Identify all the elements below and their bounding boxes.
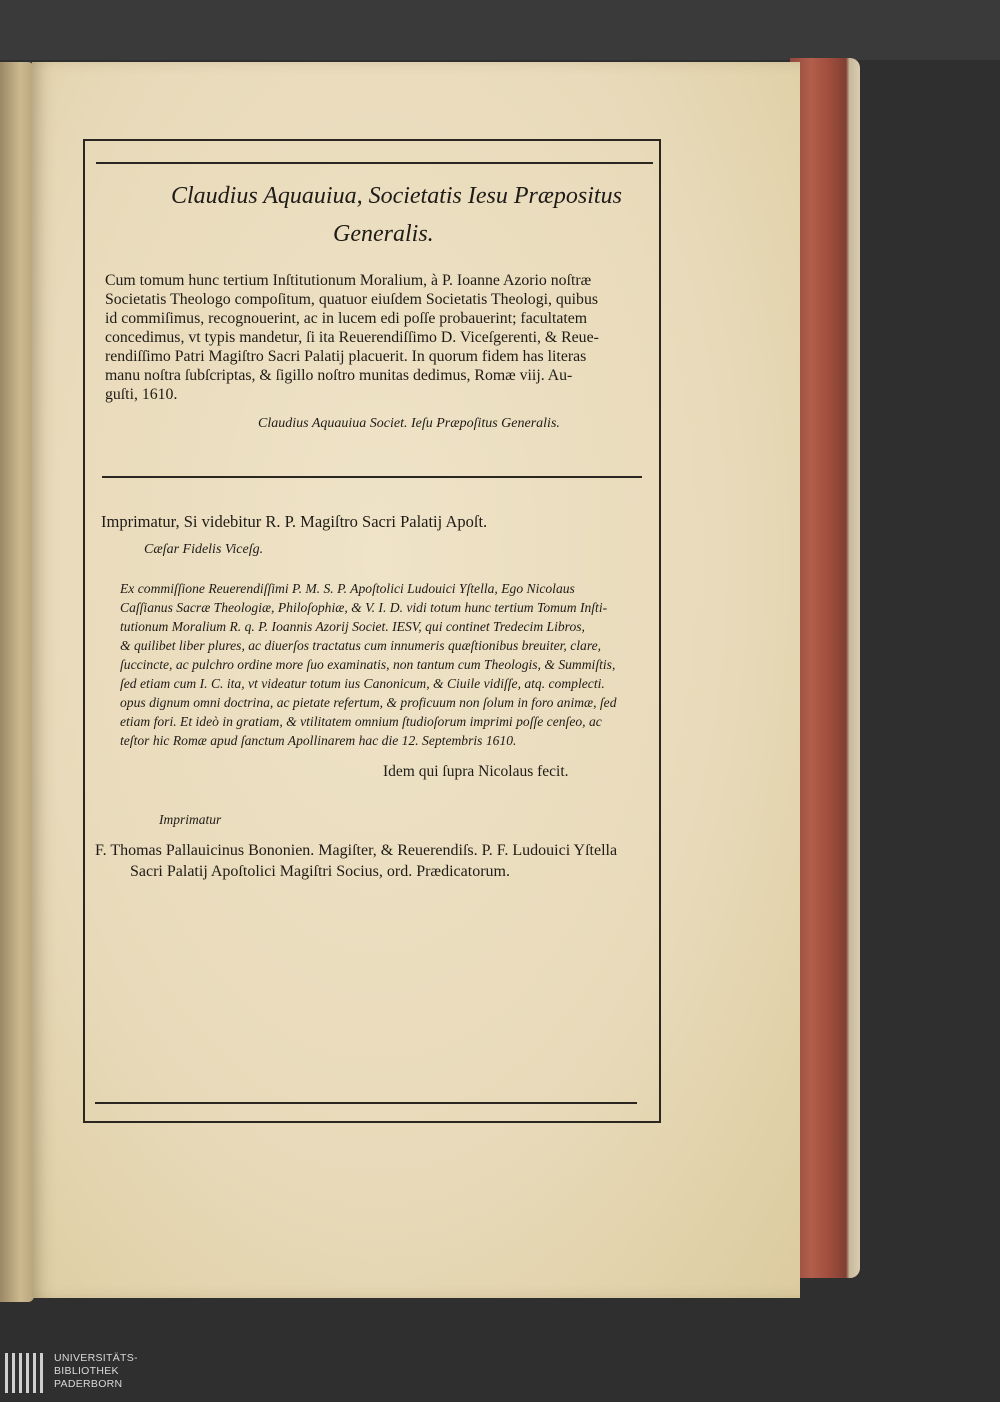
library-logo: [0, 1348, 200, 1398]
letter-body-line: manu noſtra ſubſcriptas, & ſigillo noſtro munitas dedimus, Romæ viij. Au-: [105, 367, 573, 384]
second-imprimatur: Imprimatur: [159, 812, 222, 827]
library-logo-text: [54, 1352, 138, 1391]
caesar-signature: Cæſar Fidelis Viceſg.: [144, 542, 264, 557]
thomas-line-1: F. Thomas Pallauicinus Bononien. Magiſter, & Reuerendiſs. P. F. Ludouici Yſtella: [95, 842, 618, 859]
bottom-rule: [95, 1102, 637, 1104]
commission-line: etiam fori. Et ideò in gratiam, & vtilitatem omnium ſtudioſorum imprimi poſſe cenſeo, ac: [120, 714, 602, 729]
thomas-line-2: Sacri Palatij Apoſtolici Magiſtri Socius, ord. Prædicatorum.: [130, 863, 510, 880]
letter-signature: Claudius Aquauiua Societ. Ieſu Præpoſitus Generalis.: [258, 416, 560, 431]
commission-line: ſuccincte, ac pulchro ordine more ſuo examinatis, non tantum cum Theologis, & Summiſtis,: [120, 657, 616, 672]
letter-title-line2: Generalis.: [333, 221, 434, 247]
imprimatur-line: Imprimatur, Si videbitur R. P. Magiſtro Sacri Palatij Apoſt.: [101, 512, 488, 531]
page-edges-block: [790, 58, 860, 1278]
commission-line: & quilibet liber plures, ac diuerſos tractatus cum innumeris quæſtionibus breuiter, clare,: [120, 638, 602, 653]
letter-body-line: id commiſimus, recognouerint, ac in lucem edi poſſe probauerint; facultatem: [105, 310, 588, 327]
commission-line: opus dignum omni doctrina, ac pietate refertum, & proficuum non ſolum in foro animæ, ſed: [120, 695, 617, 710]
commission-line: Caſſianus Sacræ Theologiæ, Philoſophiæ, & V. I. D. vidi totum hunc tertium Tomum Inſti-: [120, 600, 608, 615]
library-logo-line2: BIBLIOTHEK: [54, 1365, 119, 1377]
letter-body-line: Cum tomum hunc tertium Inſtitutionum Moralium, à P. Ioanne Azorio noſtræ: [105, 272, 592, 289]
letter-body-line: guſti, 1610.: [105, 386, 178, 403]
library-logo-line1: UNIVERSITÄTS-: [54, 1352, 138, 1364]
commission-line: Ex commiſſione Reuerendiſſimi P. M. S. P. Apoſtolici Ludouici Yſtella, Ego Nicolaus: [120, 581, 575, 596]
left-page-edge: [0, 62, 34, 1302]
commission-line: tutionum Moralium R. q. P. Ioannis Azorij Societ. IESV, qui continet Tredecim Libros,: [120, 619, 585, 634]
letter-body-line: concedimus, vt typis mandetur, ſi ita Reuerendiſſimo D. Viceſgerenti, & Reue-: [105, 329, 599, 346]
commission-line: teſtor hic Romæ apud ſanctum Apollinarem hac die 12. Septembris 1610.: [120, 733, 517, 748]
letter-title-line1: Claudius Aquauiua, Societatis Iesu Præpositus: [171, 183, 622, 209]
top-rule: [96, 162, 653, 164]
library-logo-line3: PADERBORN: [54, 1378, 123, 1390]
letter-body-line: Societatis Theologo compoſitum, quatuor eiuſdem Societatis Theologi, quibus: [105, 291, 599, 308]
library-logo-icon: [5, 1353, 43, 1393]
middle-rule: [102, 476, 642, 478]
letter-body-line: rendiſſimo Patri Magiſtro Sacri Palatij placuerit. In quorum fidem has literas: [105, 348, 587, 365]
commission-line: ſed etiam cum I. C. ita, vt videatur totum ius Canonicum, & Ciuile vidiſſe, atq. complecti.: [120, 676, 605, 691]
idem-line: Idem qui ſupra Nicolaus fecit.: [383, 763, 569, 780]
